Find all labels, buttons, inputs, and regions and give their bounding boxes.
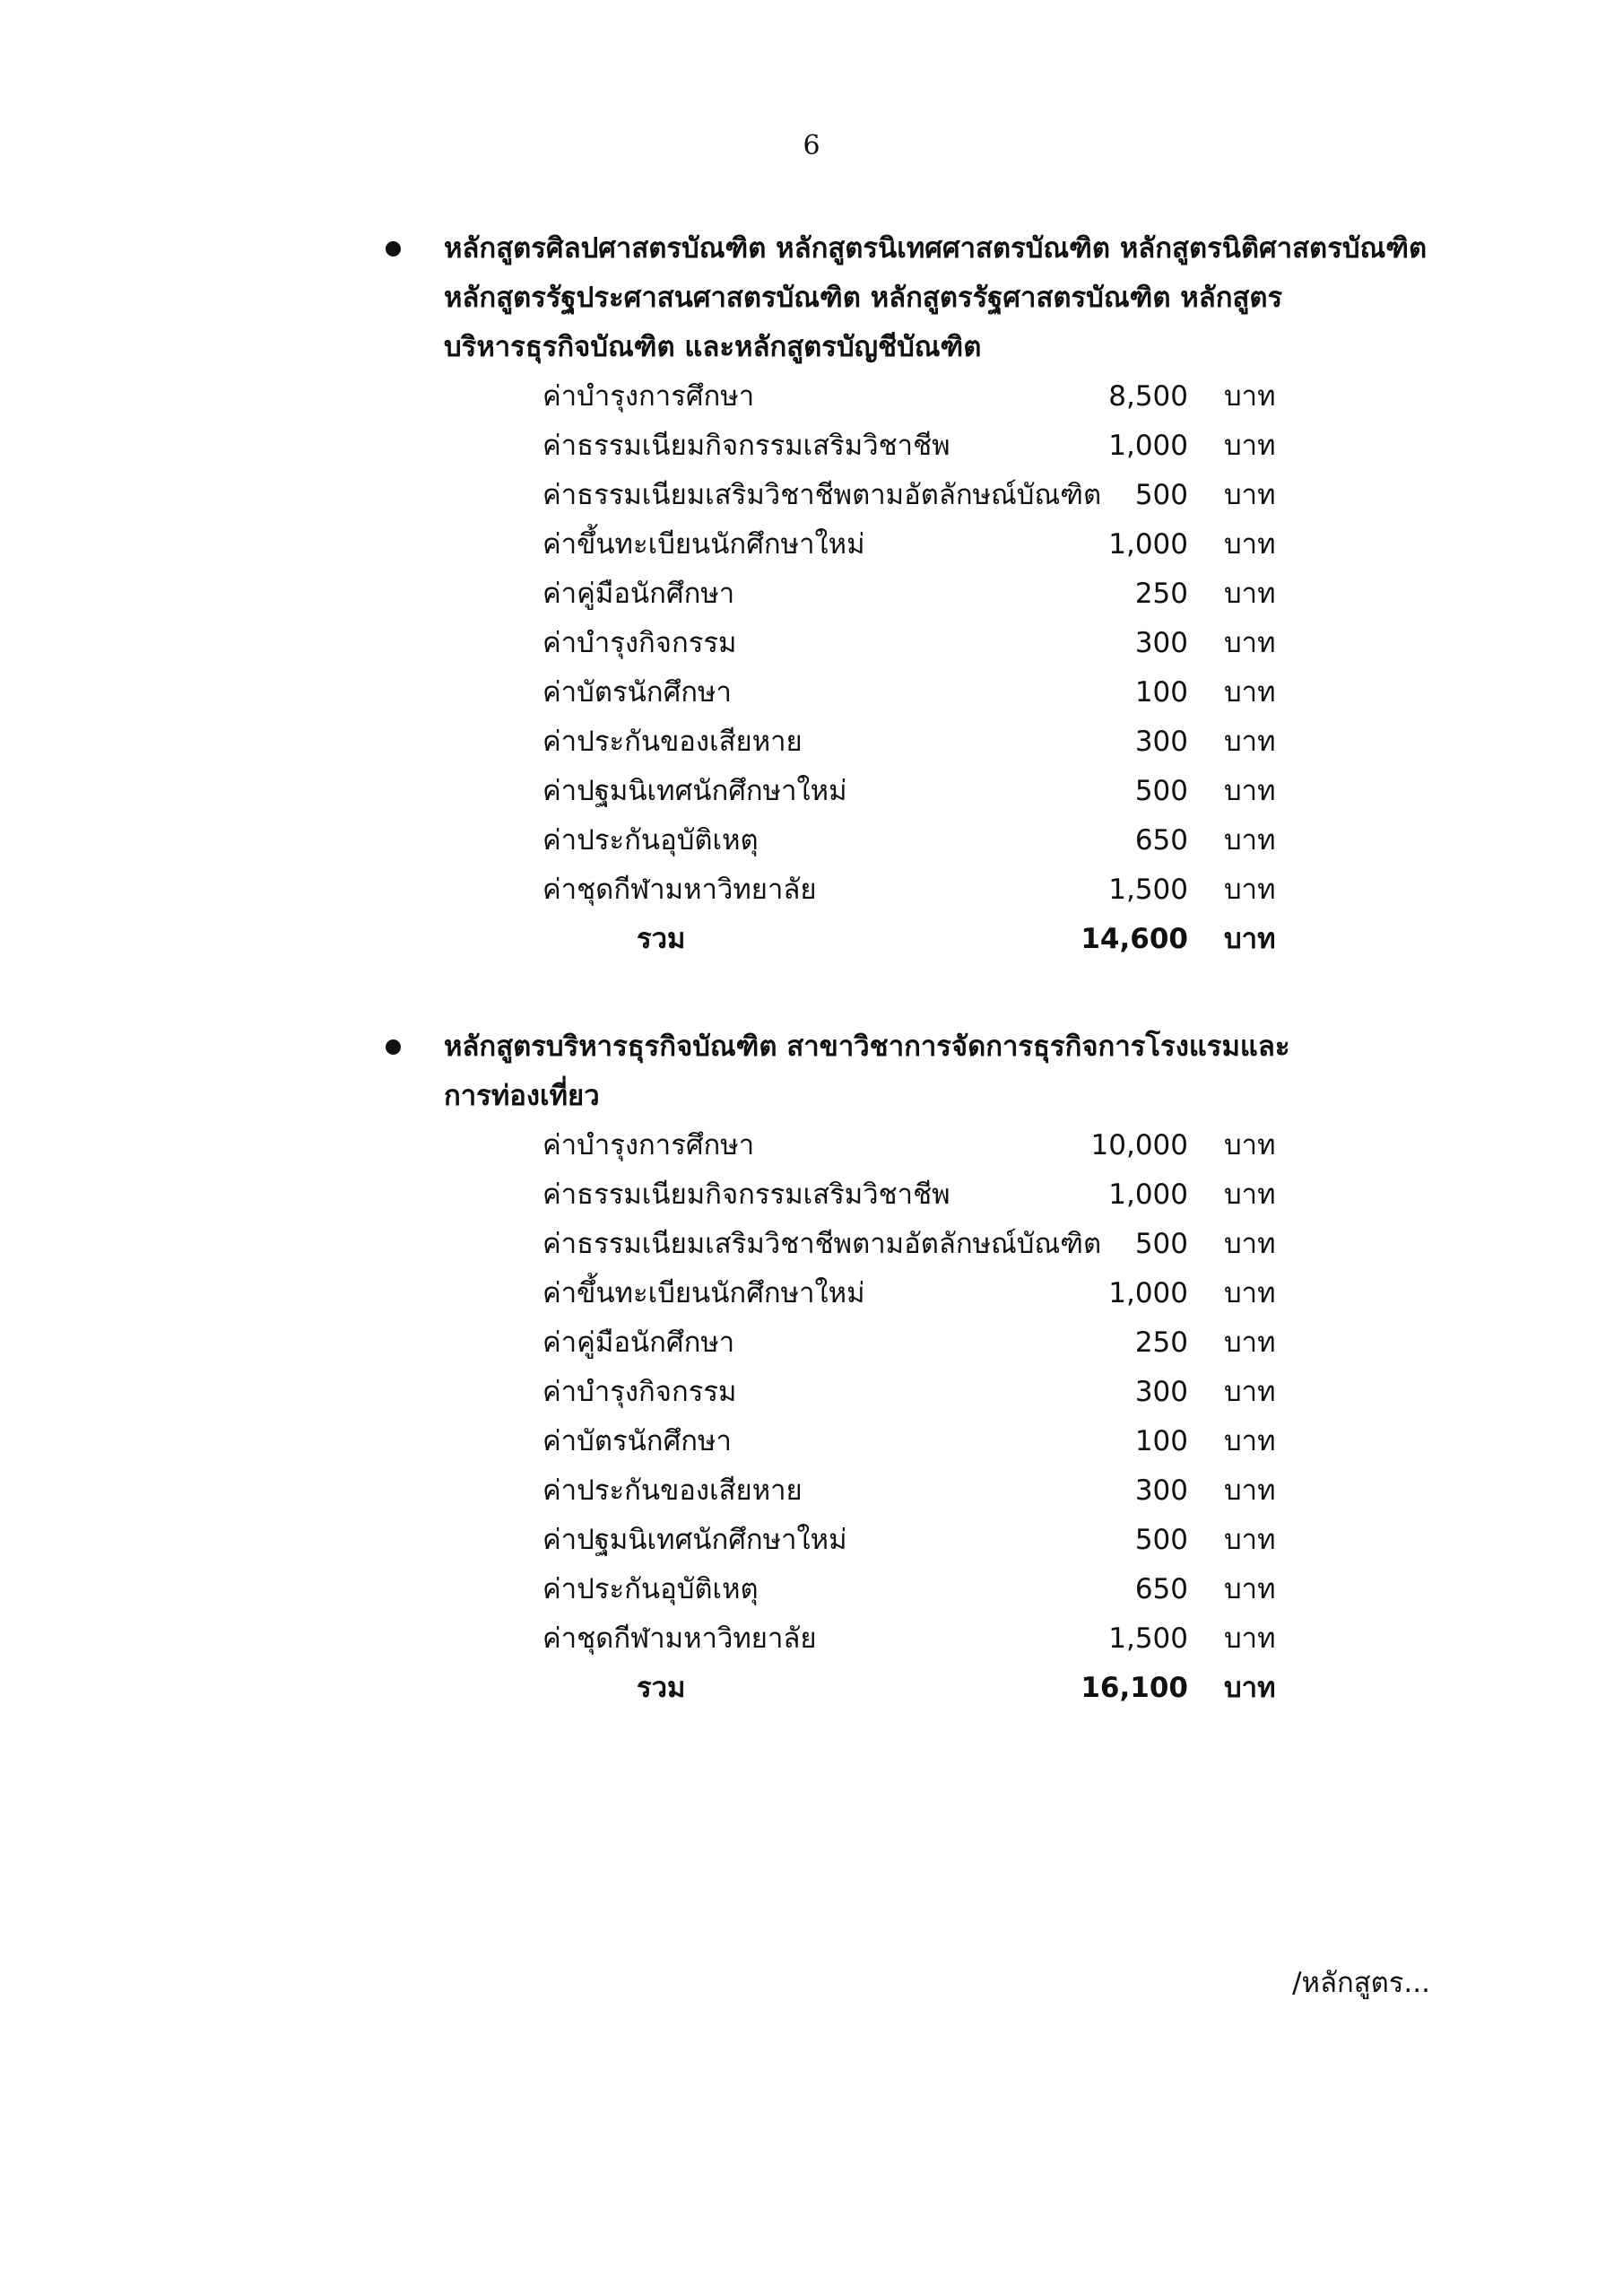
fee-row [386, 1121, 1444, 1170]
currency-unit: บาท [1224, 726, 1276, 758]
fee-row [386, 718, 1444, 767]
bullet-icon [386, 1039, 401, 1055]
currency-unit: บาท [1224, 874, 1276, 906]
fee-row [386, 1269, 1444, 1318]
fee-amount: 8,500 [1108, 380, 1188, 413]
fee-row [386, 1466, 1444, 1516]
currency-unit: บาท [1224, 1474, 1276, 1507]
fee-amount: 250 [1134, 578, 1188, 610]
fee-row [386, 1565, 1444, 1614]
fee-section [386, 1022, 1444, 1713]
currency-unit: บาท [1224, 1277, 1276, 1309]
fee-label: ค่าชุดกีฬามหาวิทยาลัย [542, 1622, 817, 1655]
total-row [386, 915, 1444, 964]
fee-row [386, 767, 1444, 816]
fee-label: ค่าธรรมเนียมเสริมวิชาชีพตามอัตลักษณ์บัณฑิต [542, 1228, 1102, 1260]
fee-section [386, 224, 1444, 964]
total-label: รวม [637, 1672, 686, 1704]
currency-unit: บาท [1224, 578, 1276, 610]
fee-list [386, 1121, 1444, 1713]
fee-amount: 500 [1134, 775, 1188, 807]
heading-line: การท่องเที่ยว [444, 1080, 600, 1112]
currency-unit: บาท [1224, 627, 1276, 659]
fee-row [386, 1220, 1444, 1269]
fee-row [386, 1614, 1444, 1664]
heading-line: หลักสูตรศิลปศาสตรบัณฑิต หลักสูตรนิเทศศาสตรบัณฑิต หลักสูตรนิติศาสตรบัณฑิต [444, 232, 1428, 265]
currency-unit: บาท [1224, 1672, 1276, 1704]
fee-amount: 650 [1134, 824, 1188, 857]
total-label: รวม [637, 923, 686, 955]
fee-amount: 300 [1134, 1376, 1188, 1408]
currency-unit: บาท [1224, 1573, 1276, 1605]
currency-unit: บาท [1224, 1228, 1276, 1260]
fee-amount: 1,500 [1108, 1622, 1188, 1655]
fee-amount: 1,000 [1108, 528, 1188, 561]
fee-amount: 500 [1134, 1228, 1188, 1260]
fee-row [386, 372, 1444, 422]
currency-unit: บาท [1224, 1524, 1276, 1556]
continuation-note: /หลักสูตร... [1292, 1967, 1430, 1999]
fee-label: ค่าคู่มือนักศึกษา [542, 578, 735, 610]
fee-amount: 500 [1134, 479, 1188, 511]
heading-line: หลักสูตรบริหารธุรกิจบัณฑิต สาขาวิชาการจัดการธุรกิจการโรงแรมและ [444, 1031, 1290, 1063]
fee-row [386, 1318, 1444, 1368]
fee-row [386, 668, 1444, 718]
fee-row [386, 520, 1444, 570]
fee-label: ค่าบำรุงกิจกรรม [542, 627, 737, 659]
currency-unit: บาท [1224, 380, 1276, 413]
fee-label: ค่าชุดกีฬามหาวิทยาลัย [542, 874, 817, 906]
fee-label: ค่าขึ้นทะเบียนนักศึกษาใหม่ [542, 1277, 865, 1309]
fee-label: ค่าบัตรนักศึกษา [542, 1425, 732, 1457]
fee-amount: 250 [1134, 1326, 1188, 1359]
fee-amount: 300 [1134, 1474, 1188, 1507]
fee-amount: 10,000 [1090, 1129, 1188, 1161]
fee-label: ค่าปฐมนิเทศนักศึกษาใหม่ [542, 1524, 847, 1556]
fee-row [386, 1170, 1444, 1220]
heading-line: บริหารธุรกิจบัณฑิต และหลักสูตรบัญชีบัณฑิต [444, 331, 982, 363]
fee-row [386, 1516, 1444, 1565]
currency-unit: บาท [1224, 1326, 1276, 1359]
fee-label: ค่าคู่มือนักศึกษา [542, 1326, 735, 1359]
fee-row [386, 865, 1444, 915]
fee-label: ค่าขึ้นทะเบียนนักศึกษาใหม่ [542, 528, 865, 561]
fee-label: ค่าธรรมเนียมเสริมวิชาชีพตามอัตลักษณ์บัณฑิต [542, 479, 1102, 511]
currency-unit: บาท [1224, 528, 1276, 561]
fee-label: ค่าปฐมนิเทศนักศึกษาใหม่ [542, 775, 847, 807]
fee-label: ค่าประกันอุบัติเหตุ [542, 1573, 759, 1605]
fee-amount: 1,500 [1108, 874, 1188, 906]
currency-unit: บาท [1224, 1376, 1276, 1408]
fee-list [386, 372, 1444, 964]
fee-label: ค่าประกันอุบัติเหตุ [542, 824, 759, 857]
fee-amount: 300 [1134, 726, 1188, 758]
currency-unit: บาท [1224, 1178, 1276, 1211]
page-number: 6 [803, 130, 820, 161]
currency-unit: บาท [1224, 676, 1276, 709]
fee-row [386, 619, 1444, 668]
bullet-icon [386, 241, 401, 257]
currency-unit: บาท [1224, 1425, 1276, 1457]
fee-row [386, 1368, 1444, 1417]
fee-amount: 1,000 [1108, 1277, 1188, 1309]
fee-row [386, 471, 1444, 520]
currency-unit: บาท [1224, 1622, 1276, 1655]
fee-label: ค่าบำรุงกิจกรรม [542, 1376, 737, 1408]
currency-unit: บาท [1224, 824, 1276, 857]
fee-label: ค่าบำรุงการศึกษา [542, 380, 755, 413]
currency-unit: บาท [1224, 430, 1276, 462]
fee-amount: 1,000 [1108, 430, 1188, 462]
section-heading [386, 1022, 1444, 1121]
fee-amount: 1,000 [1108, 1178, 1188, 1211]
fee-label: ค่าธรรมเนียมกิจกรรมเสริมวิชาชีพ [542, 430, 950, 462]
fee-label: ค่าบำรุงการศึกษา [542, 1129, 755, 1161]
fee-amount: 100 [1134, 1425, 1188, 1457]
fee-label: ค่าธรรมเนียมกิจกรรมเสริมวิชาชีพ [542, 1178, 950, 1211]
fee-row [386, 570, 1444, 619]
total-amount: 16,100 [1081, 1672, 1188, 1704]
currency-unit: บาท [1224, 923, 1276, 955]
fee-amount: 300 [1134, 627, 1188, 659]
total-row [386, 1664, 1444, 1713]
fee-amount: 650 [1134, 1573, 1188, 1605]
fee-label: ค่าประกันของเสียหาย [542, 726, 803, 758]
currency-unit: บาท [1224, 479, 1276, 511]
heading-line: หลักสูตรรัฐประศาสนศาสตรบัณฑิต หลักสูตรรัฐศาสตรบัณฑิต หลักสูตร [444, 282, 1283, 314]
fee-amount: 500 [1134, 1524, 1188, 1556]
fee-row [386, 422, 1444, 471]
currency-unit: บาท [1224, 775, 1276, 807]
currency-unit: บาท [1224, 1129, 1276, 1161]
fee-label: ค่าบัตรนักศึกษา [542, 676, 732, 709]
fee-row [386, 1417, 1444, 1466]
section-heading [386, 224, 1444, 372]
fee-amount: 100 [1134, 676, 1188, 709]
fee-row [386, 816, 1444, 865]
total-amount: 14,600 [1081, 923, 1188, 955]
fee-label: ค่าประกันของเสียหาย [542, 1474, 803, 1507]
